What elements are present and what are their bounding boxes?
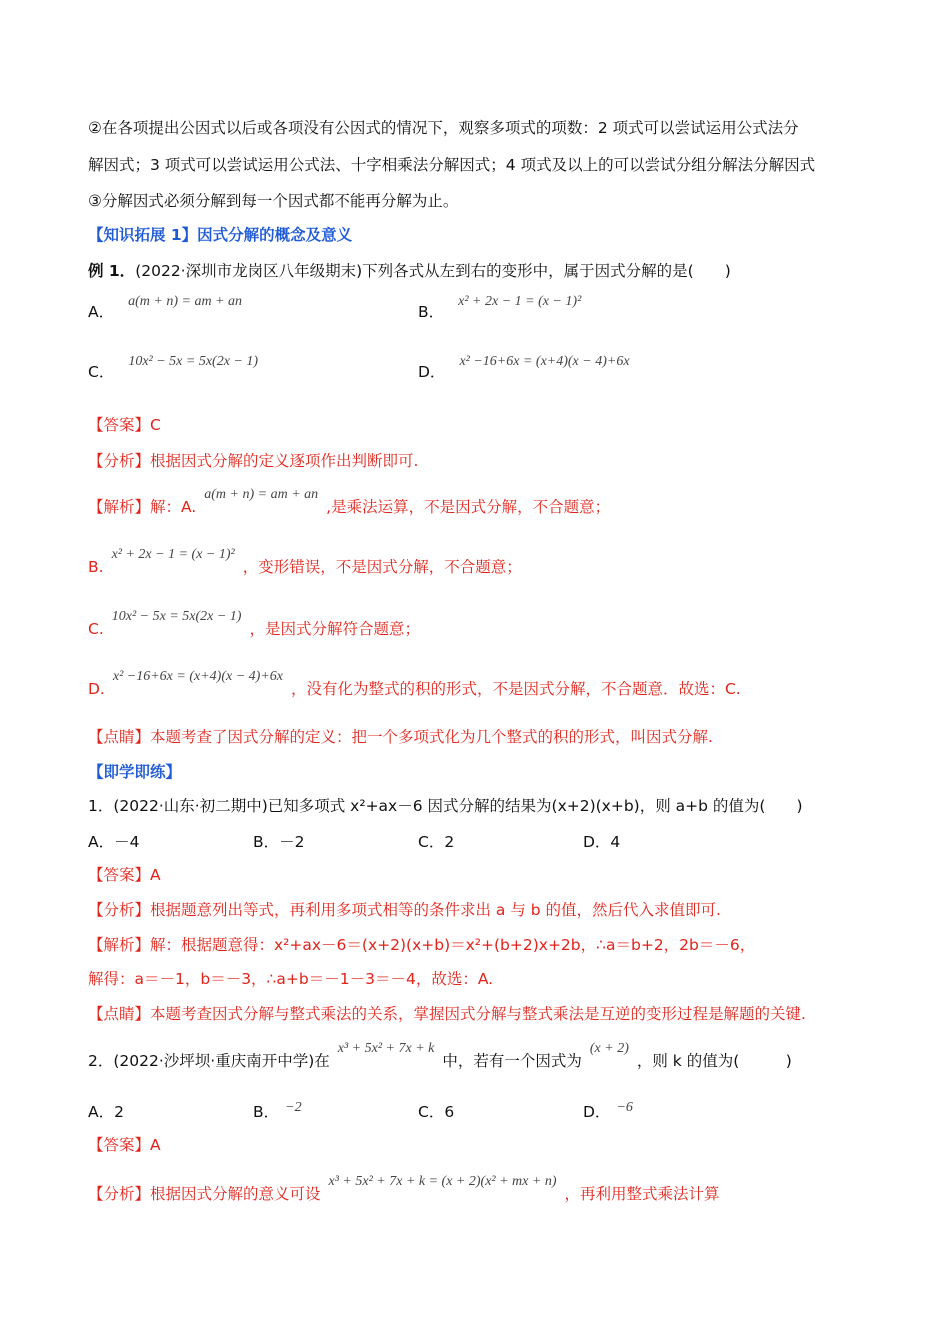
- example-answer: 【答案】C: [88, 416, 161, 434]
- q2-analysis-math: x³ + 5x² + 7x + k = (x + 2)(x² + mx + n): [328, 1174, 557, 1189]
- q2-option-b-math: −2: [285, 1100, 302, 1115]
- example-option-b: B．x² + 2x − 1 = (x − 1)²: [418, 294, 582, 321]
- q2-factor-math: (x + 2): [589, 1041, 629, 1056]
- intro-line-2: 解因式；3 项式可以尝试运用公式法、十字相乘法分解因式；4 项式及以上的可以尝试分组分解法分解因式: [88, 156, 816, 174]
- example-label: 例 1．: [88, 262, 136, 280]
- q2-option-d: D． −6: [583, 1100, 633, 1121]
- q1-answer: 【答案】A: [88, 866, 161, 884]
- solution-a-math: a(m + n) = am + an: [204, 487, 319, 502]
- example-option-c: C．10x² − 5x = 5x(2x − 1): [88, 354, 259, 381]
- q1-solution-line-2: 解得：a＝－1，b＝－3，∴a+b＝－1－3＝－4，故选：A.: [88, 970, 494, 988]
- example-option-d: D．x² −16+6x = (x+4)(x − 4)+6x: [418, 354, 630, 381]
- q1-comment: 【点睛】本题考查因式分解与整式乘法的关系，掌握因式分解与整式乘法是互逆的变形过程是解题的关键.: [88, 1005, 806, 1023]
- q1-option-c: C．2: [418, 833, 455, 851]
- q1-solution-line-1: 【解析】解：根据题意得：x²+ax－6＝(x+2)(x+b)＝x²+(b+2)x+2b，∴a＝b+2，2b＝－6，: [88, 936, 756, 954]
- example-option-a: A．a(m + n) = am + an: [88, 294, 242, 321]
- q2-option-d-math: −6: [616, 1100, 633, 1115]
- q2-option-a: A．2: [88, 1103, 124, 1121]
- example-solution-c: C.10x² − 5x = 5x(2x − 1)，是因式分解符合题意；: [88, 609, 420, 638]
- solution-c-math: 10x² − 5x = 5x(2x − 1): [111, 609, 242, 624]
- q2-option-c: C．6: [418, 1103, 455, 1121]
- example-solution-a: 【解析】解：A.a(m + n) = am + an,是乘法运算，不是因式分解，不合题意；: [88, 487, 611, 516]
- option-a-math: a(m + n) = am + an: [128, 294, 242, 309]
- q1-question: 1．(2022·山东·初二期中)已知多项式 x²+ax－6 因式分解的结果为(x+2)(x+b)，则 a+b 的值为( ): [88, 797, 803, 815]
- intro-line-1: ②在各项提出公因式以后或各项没有公因式的情况下，观察多项式的项数：2 项式可以尝试运用公式法分: [88, 119, 799, 137]
- option-b-math: x² + 2x − 1 = (x − 1)²: [458, 294, 582, 309]
- example-question-text: (2022·深圳市龙岗区八年级期末)下列各式从左到右的变形中，属于因式分解的是( ): [135, 262, 731, 280]
- solution-d-math: x² −16+6x = (x+4)(x − 4)+6x: [112, 669, 283, 684]
- q2-answer: 【答案】A: [88, 1136, 161, 1154]
- example-analysis: 【分析】根据因式分解的定义逐项作出判断即可.: [88, 452, 419, 470]
- q1-option-b: B．－2: [253, 833, 305, 851]
- section-title-knowledge-1: 【知识拓展 1】因式分解的概念及意义: [88, 226, 353, 244]
- q2-analysis: 【分析】根据因式分解的意义可设x³ + 5x² + 7x + k = (x + 2)(x² + mx + n)，再利用整式乘法计算: [88, 1174, 720, 1203]
- example-solution-b: B.x² + 2x − 1 = (x − 1)²，变形错误，不是因式分解，不合题意；: [88, 547, 522, 576]
- solution-b-math: x² + 2x − 1 = (x − 1)²: [111, 547, 235, 562]
- q1-option-d: D．4: [583, 833, 621, 851]
- section-title-practice: 【即学即练】: [88, 763, 182, 781]
- example-solution-d: D.x² −16+6x = (x+4)(x − 4)+6x，没有化为整式的积的形式，不是因式分解，不合题意．故选：C.: [88, 669, 741, 698]
- q1-analysis: 【分析】根据题意列出等式，再利用多项式相等的条件求出 a 与 b 的值，然后代入求值即可.: [88, 901, 721, 919]
- example-comment: 【点睛】本题考查了因式分解的定义：把一个多项式化为几个整式的积的形式，叫因式分解.: [88, 728, 713, 746]
- q1-option-a: A．－4: [88, 833, 140, 851]
- example-1-question: [88, 260, 880, 282]
- intro-line-3: ③分解因式必须分解到每一个因式都不能再分解为止。: [88, 192, 459, 210]
- q2-polynomial-math: x³ + 5x² + 7x + k: [337, 1041, 435, 1056]
- q2-option-b: B． −2: [253, 1100, 302, 1121]
- option-c-math: 10x² − 5x = 5x(2x − 1): [128, 354, 259, 369]
- option-d-math: x² −16+6x = (x+4)(x − 4)+6x: [459, 354, 630, 369]
- q2-question: 2．(2022·沙坪坝·重庆南开中学)在x³ + 5x² + 7x + k中，若有一个因式为(x + 2)，则 k 的值为( ): [88, 1041, 792, 1070]
